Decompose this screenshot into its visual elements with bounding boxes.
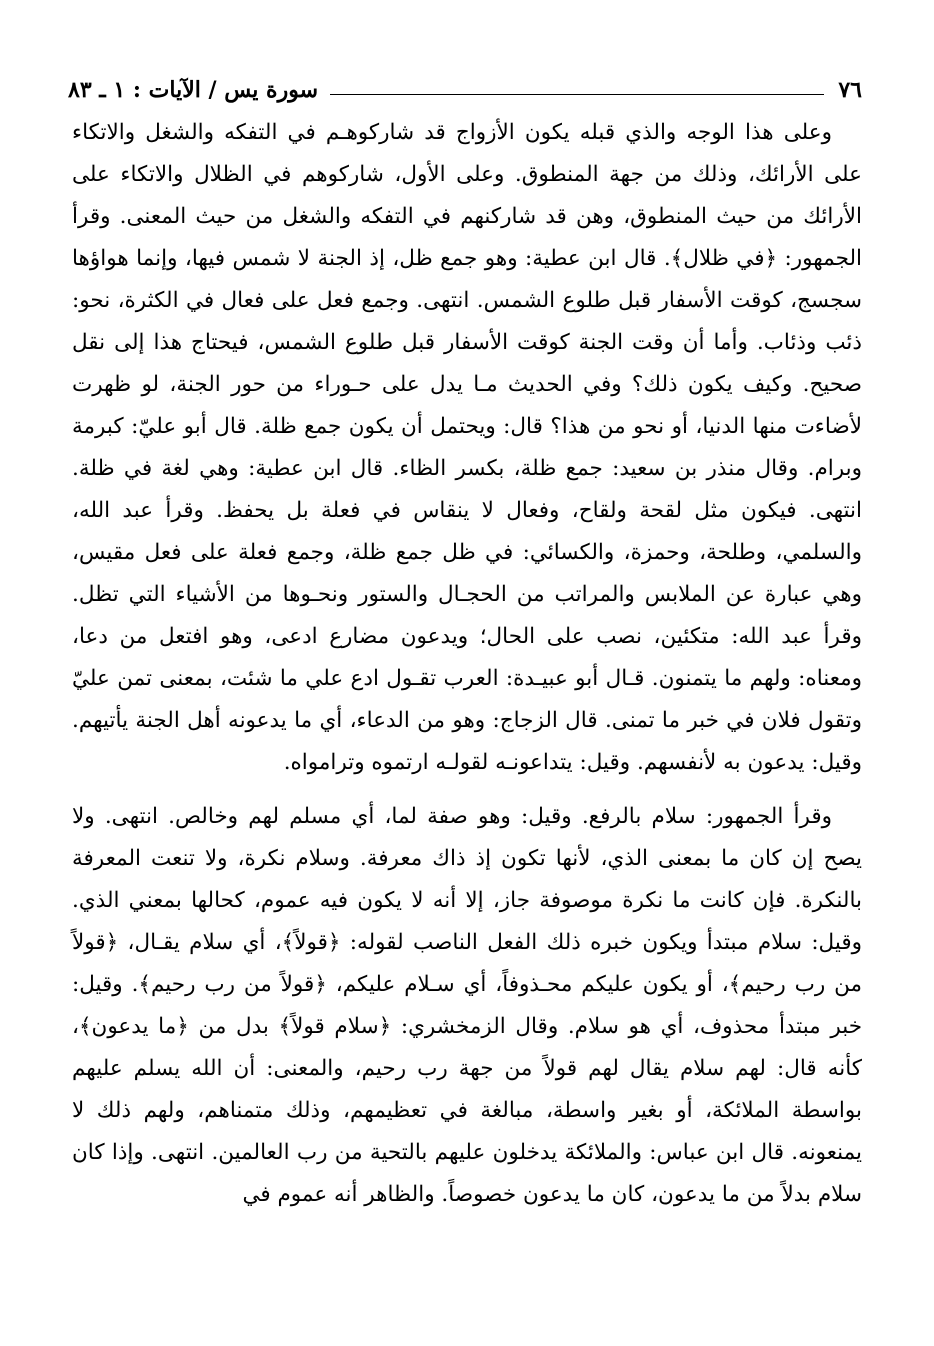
- header-rule: [330, 94, 824, 95]
- running-title: سورة يس / الآيات : ١ ـ ٨٣: [68, 77, 319, 103]
- paragraph-2-text: وقرأ الجمهور: سلام بالرفع. وقيل: وهو صفة لما، أي مسلم لهم وخالص. انتهى. ولا يصح إن كان ما بمعنى الذي، لأنها تكون إذ ذاك معرفة. وسلام نكرة، ولا تنعت المعرفة بالنكرة. فإن كانت ما نكرة موصوفة جاز، إلا أنه لا يكون فيه عموم، كحالها بمعني الذي. وقيل: سلام مبتدأ ويكون خبره ذلك الفعل الناصب لقوله: ﴿قولاً﴾، أي سلام يقـال، ﴿قولاً من رب رحيم﴾، أو يكون عليكم محـذوفاً، أي سـلام عليكم، ﴿قولاً من رب رحيم﴾. وقيل: خبر مبتدأ محذوف، أي هو سلام. وقال الزمخشري: ﴿سلام قولاً﴾ بدل من ﴿ما يدعون﴾، كأنه قال: لهم سلام يقال لهم قولاً من جهة رب رحيم، والمعنى: أن الله يسلم عليهم بواسطة الملائكة، أو بغير واسطة، مبالغة في تعظيمهم، وذلك متمناهم، ولهم ذلك لا يمنعونه. قال ابن عباس: والملائكة يدخلون عليهم بالتحية من رب العالمين. انتهى. وإذا كان سلام بدلاً من ما يدعون، كان ما يدعون خصوصاً. والظاهر أنه عموم في: [72, 804, 862, 1207]
- body-text: [72, 112, 862, 1216]
- paragraph-gap: [72, 784, 862, 796]
- paragraph-1-text: وعلى هذا الوجه والذي قبله يكون الأزواج قد شاركوهـم في التفكه والشغل والاتكاء على الأرائك، وذلك من جهة المنطوق. وعلى الأول، شاركوهم في الظلال والاتكاء على الأرائك من حيث المنطوق، وهن قد شاركنهم في التفكه والشغل من حيث المعنى. وقرأ الجمهور: ﴿في ظلال﴾. قال ابن عطية: وهو جمع ظل، إذ الجنة لا شمس فيها، وإنما هواؤها سجسج، كوقت الأسفار قبل طلوع الشمس. انتهى. وجمع فعل على فعال في الكثرة، نحو: ذئب وذئاب. وأما أن وقت الجنة كوقت الأسفار قبل طلوع الشمس، فيحتاج هذا إلى نقل صحيح. وكيف يكون ذلك؟ وفي الحديث مـا يدل على حـوراء من حور الجنة، لو ظهرت لأضاءت منها الدنيا، أو نحو من هذا؟ قال: ويحتمل أن يكون جمع ظلة. قال أبو عليّ: كبرمة وبرام. وقال منذر بن سعيد: جمع ظلة، بكسر الظاء. قال ابن عطية: وهي لغة في ظلة. انتهى. فيكون مثل لقحة ولقاح، وفعال لا ينقاس في فعلة بل يحفظ. وقرأ عبد الله، والسلمي، وطلحة، وحمزة، والكسائي: في ظل جمع ظلة، وجمع فعلة على فعل مقيس، وهي عبارة عن الملابس والمراتب من الحجـال والستور ونحـوها من الأشياء التي تظل. وقرأ عبد الله: متكئين، نصب على الحال؛ ويدعون مضارع ادعى، وهو افتعل من دعا، ومعناه: ولهم ما يتمنون. قـال أبو عبيـدة: العرب تقـول ادع علي ما شئت، بمعنى تمن عليّ وتقول فلان في خبر ما تمنى. قال الزجاج: وهو من الدعاء، أي ما يدعونه أهل الجنة يأتيهم. وقيل: يدعون به لأنفسهم. وقيل: يتداعونـه لقولـه ارتموه وترامواه.: [72, 120, 862, 775]
- paragraph-2: [72, 796, 862, 1216]
- page-header: [68, 70, 862, 110]
- paragraph-1: [72, 112, 862, 784]
- page-number: ٧٦: [838, 77, 862, 103]
